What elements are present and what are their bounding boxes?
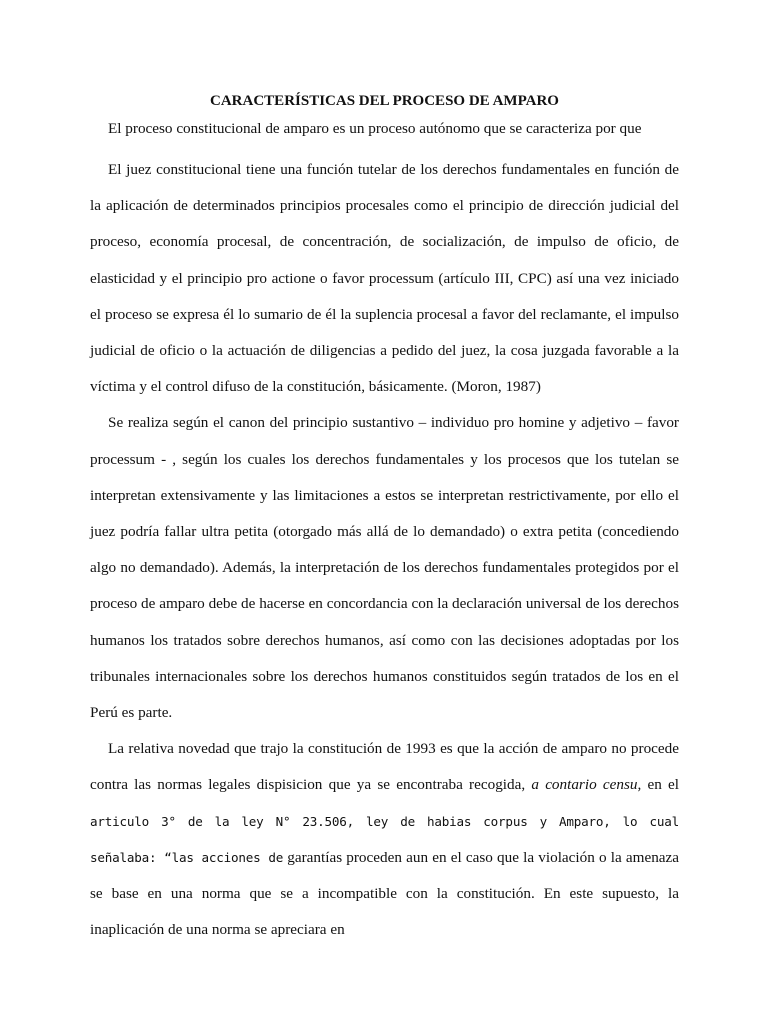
paragraph-3-text-b: en el <box>647 776 680 794</box>
paragraph-constitution-1993 <box>90 731 679 948</box>
paragraph-3-mono-quote: articulo 3° de la ley N° 23.506, ley de habias corpus y Amparo, lo cual señalaba: “las acciones de <box>90 813 679 865</box>
intro-paragraph: El proceso constitucional de amparo es un proceso autónomo que se caracteriza por que <box>108 120 642 137</box>
document-page <box>90 91 679 948</box>
paragraph-3-text-a: La relativa novedad que trajo la constitución de 1993 es que la acción de amparo no procede contra las normas legales dispisicion que ya se encontraba recogida, <box>90 740 679 794</box>
paragraph-canon-principle: Se realiza según el canon del principio sustantivo – individuo pro homine y adjetivo – favor processum - , según los cuales los derechos fundamentales y los procesos que los tutelan se interpretan extensivamente y las limitaciones a estos se interpretan restrictivamente, por ello el juez podría fallar ultra petita (otorgado más allá de lo demandado) o extra petita (concediendo algo no demandado). Además, la interpretación de los derechos fundamentales protegidos por el proceso de amparo debe de hacerse en concordancia con la declaración universal de los derechos humanos los tratados sobre derechos humanos, así como con las decisiones adoptadas por los tribunales internacionales sobre los derechos humanos constituidos según tratados de los en el Perú es parte. <box>90 414 679 722</box>
paragraph-judge-function: El juez constitucional tiene una función tutelar de los derechos fundamentales en función de la aplicación de determinados principios procesales como el principio de dirección judicial del proceso, economía procesal, de concentración, de socialización, de impulso de oficio, de elasticidad y el principio pro actione o favor processum (artículo III, CPC) así una vez iniciado el proceso se expresa él lo sumario de él la suplencia procesal a favor del reclamante, el impulso judicial de oficio o la actuación de diligencias a pedido del juez, la cosa juzgada favorable a la víctima y el control difuso de la constitución, básicamente. (Moron, 1987) <box>90 161 679 396</box>
paragraph-3-text-c: garantías proceden aun en el caso que la violación o la amenaza se base en una norma que se a incompatible con la constitución. En este supuesto, la inaplicación de una norma se apreciara en <box>90 848 680 939</box>
document-title: CARACTERÍSTICAS DEL PROCESO DE AMPARO <box>210 93 559 109</box>
paragraph-3-italic: a contario censu, <box>531 776 642 794</box>
